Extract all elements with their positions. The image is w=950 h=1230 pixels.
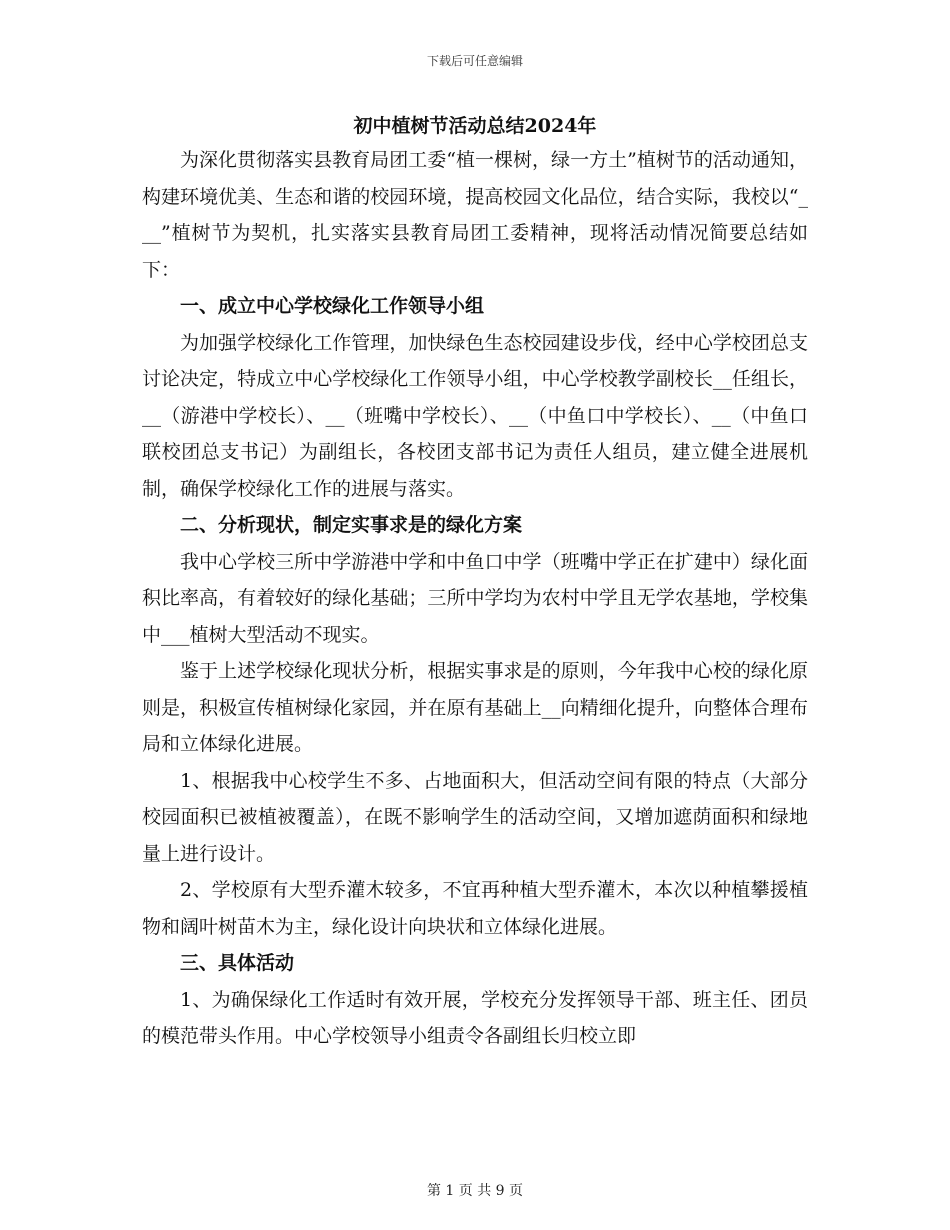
page-footer: 第 1 页 共 9 页 [426, 1183, 524, 1199]
paragraph-status: 我中心学校三所中学游港中学和中鱼口中学（班嘴中学正在扩建中）绿化面积比率高，有着较好的绿化基础；三所中学均为农村中学且无学农基地，学校集中___植树大型活动不现实。 [142, 550, 808, 646]
section-heading-2: 二、分析现状，制定实事求是的绿化方案 [180, 514, 523, 536]
paragraph-principle: 鉴于上述学校绿化现状分析，根据实事求是的原则，今年我中心校的绿化原则是，积极宣传植树绿化家园，并在原有基础上__向精细化提升，向整体合理布局和立体绿化进展。 [142, 660, 808, 755]
paragraph-item-1: 1、根据我中心校学生不多、占地面积大，但活动空间有限的特点（大部分校园面积已被植被覆盖），在既不影响学生的活动空间，又增加遮荫面积和绿地量上进行设计。 [142, 769, 808, 865]
document-title: 初中植树节活动总结2024年 [353, 115, 597, 137]
section-heading-1: 一、成立中心学校绿化工作领导小组 [180, 295, 485, 317]
document-body [142, 110, 808, 1055]
section-heading-3: 三、具体活动 [180, 952, 295, 974]
paragraph-activity-1: 1、为确保绿化工作适时有效开展，学校充分发挥领导干部、班主任、团员的模范带头作用。中心学校领导小组责令各副组长归校立即 [142, 988, 808, 1047]
paragraph-leadership: 为加强学校绿化工作管理，加快绿色生态校园建设步伐，经中心学校团总支讨论决定，特成立中心学校绿化工作领导小组，中心学校教学副校长__任组长，__（游港中学校长）、__（班嘴中学校长）、__（中鱼口中学校长）、__（中鱼口联校团总支书记）为副组长，各校团支部书记为责任人组员，建立健全进展机制，确保学校绿化工作的进展与落实。 [142, 331, 808, 500]
page-header: 下载后可任意编辑 [426, 54, 523, 68]
paragraph-item-2: 2、学校原有大型乔灌木较多，不宜再种植大型乔灌木，本次以种植攀援植物和阔叶树苗木为主，绿化设计向块状和立体绿化进展。 [142, 879, 808, 938]
paragraph-intro: 为深化贯彻落实县教育局团工委“植一棵树，绿一方土”植树节的活动通知，构建环境优美、生态和谐的校园环境，提高校园文化品位，结合实际，我校以“___”植树节为契机，扎实落实县教育局团工委精神，现将活动情况简要总结如下： [142, 149, 808, 281]
